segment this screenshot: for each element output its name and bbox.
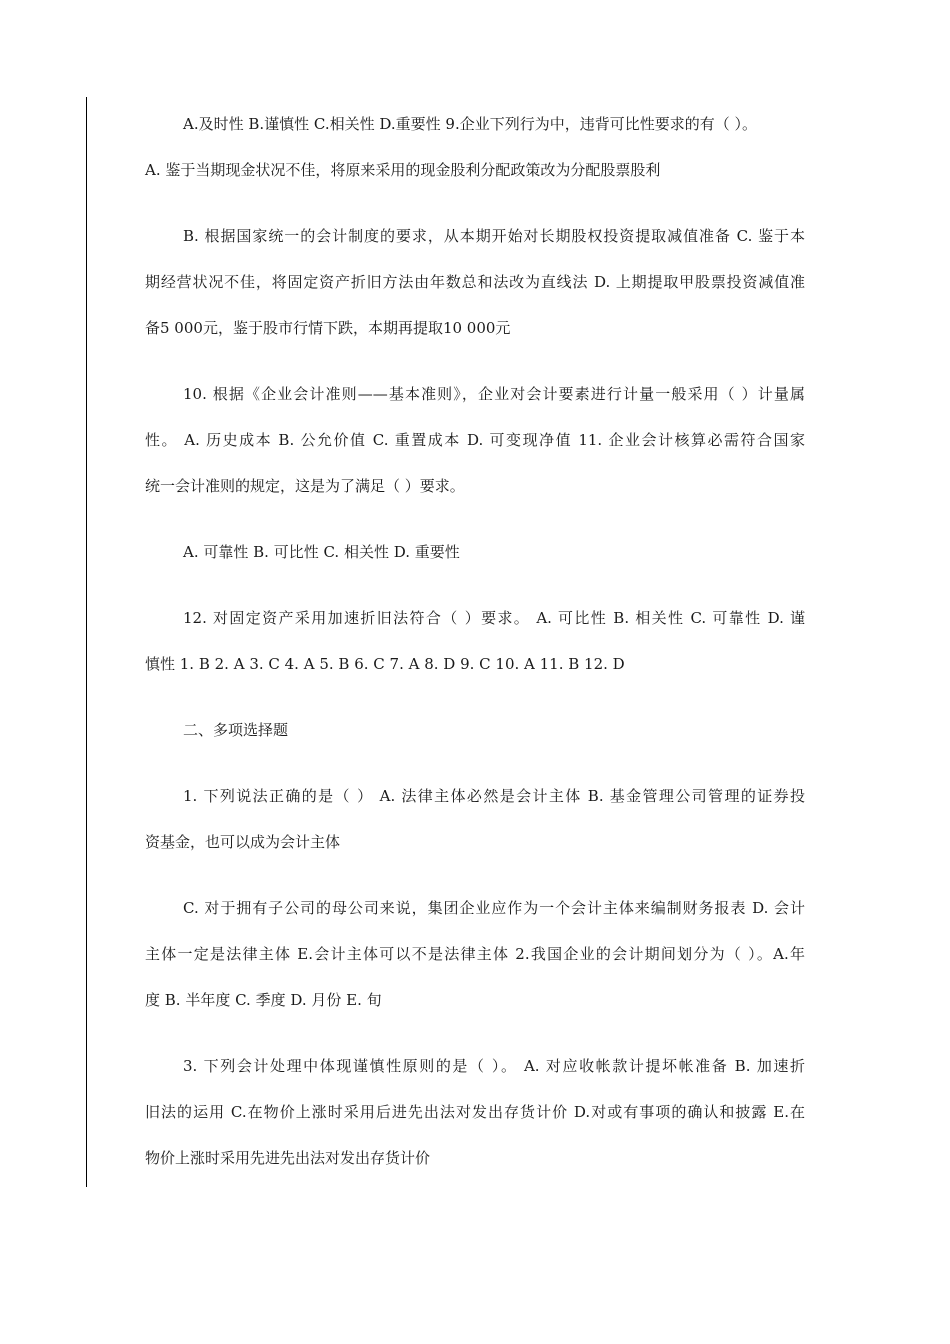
paragraph-mc-q1 — [145, 784, 805, 854]
text-line: 物价上涨时采用先进先出法对发出存货计价 — [145, 1149, 431, 1167]
paragraph-q12-and-answers — [145, 606, 805, 676]
section-heading-multiple-choice — [145, 718, 805, 742]
text-line: C. 对于拥有子公司的母公司来说，集团企业应作为一个会计主体来编制财务报表 D. 会计 — [183, 899, 805, 917]
paragraph-q9-option-a — [145, 158, 805, 182]
text-line: 性。 A. 历史成本 B. 公允价值 C. 重置成本 D. 可变现净值 11. 企业会计核算必需符合国家 — [145, 431, 805, 449]
text-line: A. 可靠性 B. 可比性 C. 相关性 D. 重要性 — [183, 543, 460, 561]
text-line: 10. 根据《企业会计准则——基本准则》，企业对会计要素进行计量一般采用（ ）计量属 — [183, 385, 805, 403]
text-line: 二、多项选择题 — [183, 721, 289, 739]
text-line: 慎性 1. B 2. A 3. C 4. A 5. B 6. C 7. A 8. D 9. C 10. A 11. B 12. D — [145, 655, 625, 673]
document-body — [145, 112, 805, 1170]
margin-rule — [86, 97, 87, 1187]
text-line: 1. 下列说法正确的是（ ） A. 法律主体必然是会计主体 B. 基金管理公司管理的证券投 — [183, 787, 805, 805]
text-line: 3. 下列会计处理中体现谨慎性原则的是（ ）。 A. 对应收帐款计提坏帐准备 B. 加速折 — [183, 1057, 805, 1075]
text-line: B. 根据国家统一的会计制度的要求，从本期开始对长期股权投资提取减值准备 C. 鉴于本 — [183, 227, 805, 245]
text-line: 期经营状况不佳，将固定资产折旧方法由年数总和法改为直线法 D. 上期提取甲股票投资减值准 — [145, 273, 805, 291]
paragraph-mc-q3 — [145, 1054, 805, 1170]
text-line: 备5 000元，鉴于股市行情下跌，本期再提取10 000元 — [145, 319, 511, 337]
text-line: 主体一定是法律主体 E.会计主体可以不是法律主体 2.我国企业的会计期间划分为（ ）。A.年 — [145, 945, 805, 963]
paragraph-mc-q1-options-and-q2 — [145, 896, 805, 1012]
text-line: 度 B. 半年度 C. 季度 D. 月份 E. 旬 — [145, 991, 382, 1009]
text-line: 资基金，也可以成为会计主体 — [145, 833, 341, 851]
text-line: A.及时性 B.谨慎性 C.相关性 D.重要性 9.企业下列行为中，违背可比性要求的有（ ）。 — [183, 115, 758, 133]
paragraph-options-q8-and-q9 — [145, 112, 805, 136]
text-line: 统一会计准则的规定，这是为了满足（ ）要求。 — [145, 477, 465, 495]
text-line: 12. 对固定资产采用加速折旧法符合（ ）要求。 A. 可比性 B. 相关性 C. 可靠性 D. 谨 — [183, 609, 805, 627]
paragraph-q10-q11 — [145, 382, 805, 498]
paragraph-q9-options-b-d — [145, 224, 805, 340]
text-line: A. 鉴于当期现金状况不佳，将原来采用的现金股利分配政策改为分配股票股利 — [145, 161, 661, 179]
paragraph-q11-options — [145, 540, 805, 564]
text-line: 旧法的运用 C.在物价上涨时采用后进先出法对发出存货计价 D.对或有事项的确认和披露 E.在 — [145, 1103, 805, 1121]
